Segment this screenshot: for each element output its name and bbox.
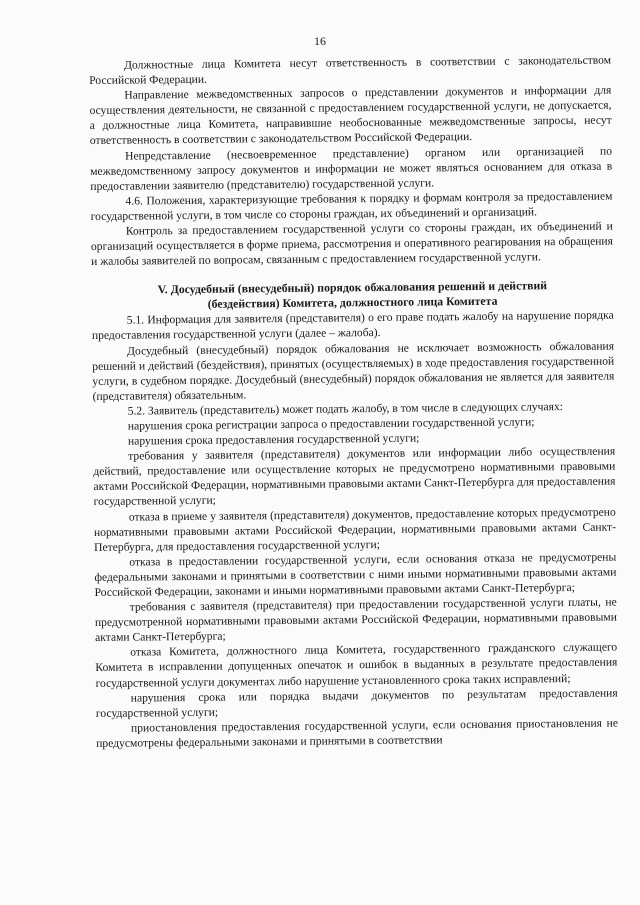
list-item: отказа Комитета, должностного лица Комитета, государственного гражданского служащего Комитета в исправлении допущенных опечаток и ошибок в выданных в результате предоставления государственной услуги документах либо нарушение установленного срока таких исправлений; — [95, 640, 618, 690]
list-item: требования с заявителя (представителя) при предоставлении государственной услуги платы, не предусмотренной нормативными правовыми актами Российской Федерации, нормативными правовыми актами Санкт-Петербурга; — [94, 595, 617, 645]
list-item: отказа в приеме у заявителя (представителя) документов, предоставление которых предусмотрено нормативными правовыми актами Российской Федерации, нормативными правовыми актами Санкт-Петербурга, для предоставления государственной услуги; — [93, 505, 617, 554]
list-item: требования у заявителя (представителя) документов или информации либо осуществления действий, предоставление или осуществление которых не предусмотрено нормативными правовыми актами Российской Федерации, нормативными правовыми актами Санкт-Петербурга для предоставления государственной услуги; — [93, 444, 616, 509]
paragraph-officials-liability: Должностные лица Комитета несут ответственность в соответствии с законодательством Российской Федерации. — [89, 53, 612, 88]
list-item: нарушения срока регистрации запроса о предоставлении государственной услуги; — [127, 415, 535, 433]
paragraph-5-2: 5.2. Заявитель (представитель) может подать жалобу, в том числе в следующих случаях: — [127, 399, 564, 418]
paragraph-interagency-requests: Направление межведомственных запросов о представлении документов и информации для осуществления деятельности, не связанной с предоставлением государственной услуги, не допускается, а должностные лица Комитета, направившие необоснованные межведомственные запросы, несут ответственность в соответствии с законодательством Российской Федерации. — [89, 83, 612, 148]
paragraph-non-submission: Непредставление (несвоевременное представление) органом или организацией по межведомственному запросу документов и информации не может являться основанием для отказа в предоставлении заявителю (представителю) государственной услуги. — [90, 144, 613, 193]
section-heading: V. Досудебный (внесудебный) порядок обжалования решений и действий (бездействия) Комитета, должностного лица Комитета — [157, 278, 548, 312]
list-item: приостановления предоставления государственной услуги, если основания приостановления не предусмотрены федеральными законами и принятыми в соответствии — [96, 716, 619, 750]
document-body — [89, 53, 618, 751]
paragraph-5-1: 5.1. Информация для заявителя (представителя) о его праве подать жалобу на нарушение порядка предоставления государственной услуги (далее – жалоба). — [91, 308, 614, 343]
page-number: 16 — [314, 34, 326, 48]
list-item: нарушения срока предоставления государственной услуги; — [127, 431, 420, 448]
paragraph-4-6: 4.6. Положения, характеризующие требования к порядку и формам контроля за предоставлением государственной услуги, в том числе со стороны граждан, их объединений и организаций. — [90, 189, 613, 223]
list-item: отказа в предоставлении государственной услуги, если основания отказа не предусмотрены федеральными законами и принятыми в соответствии с ними иными нормативными правовыми актами Российской Федерации, законами и иными нормативными правовыми актами Санкт-Петербурга; — [94, 550, 617, 599]
paragraph-pretrial-appeal: Досудебный (внесудебный) порядок обжалования не исключает возможность обжалования решений и действий (бездействия), принятых (осуществляемых) в ходе предоставления государственной услуги, в судебном порядке. Досудебный (внесудебный) порядок обжалования не является для заявителя (представителя) обязательным. — [92, 339, 615, 403]
paragraph-public-control: Контроль за предоставлением государственной услуги со стороны граждан, их объединений и организаций осуществляется в форме приема, рассмотрения и оперативного реагирования на обращения и жалобы заявителей по вопросам, связанным с предоставлением государственной услуги. — [90, 219, 614, 269]
list-item: нарушения срока или порядка выдачи документов по результатам предоставления государственной услуги; — [95, 686, 618, 720]
